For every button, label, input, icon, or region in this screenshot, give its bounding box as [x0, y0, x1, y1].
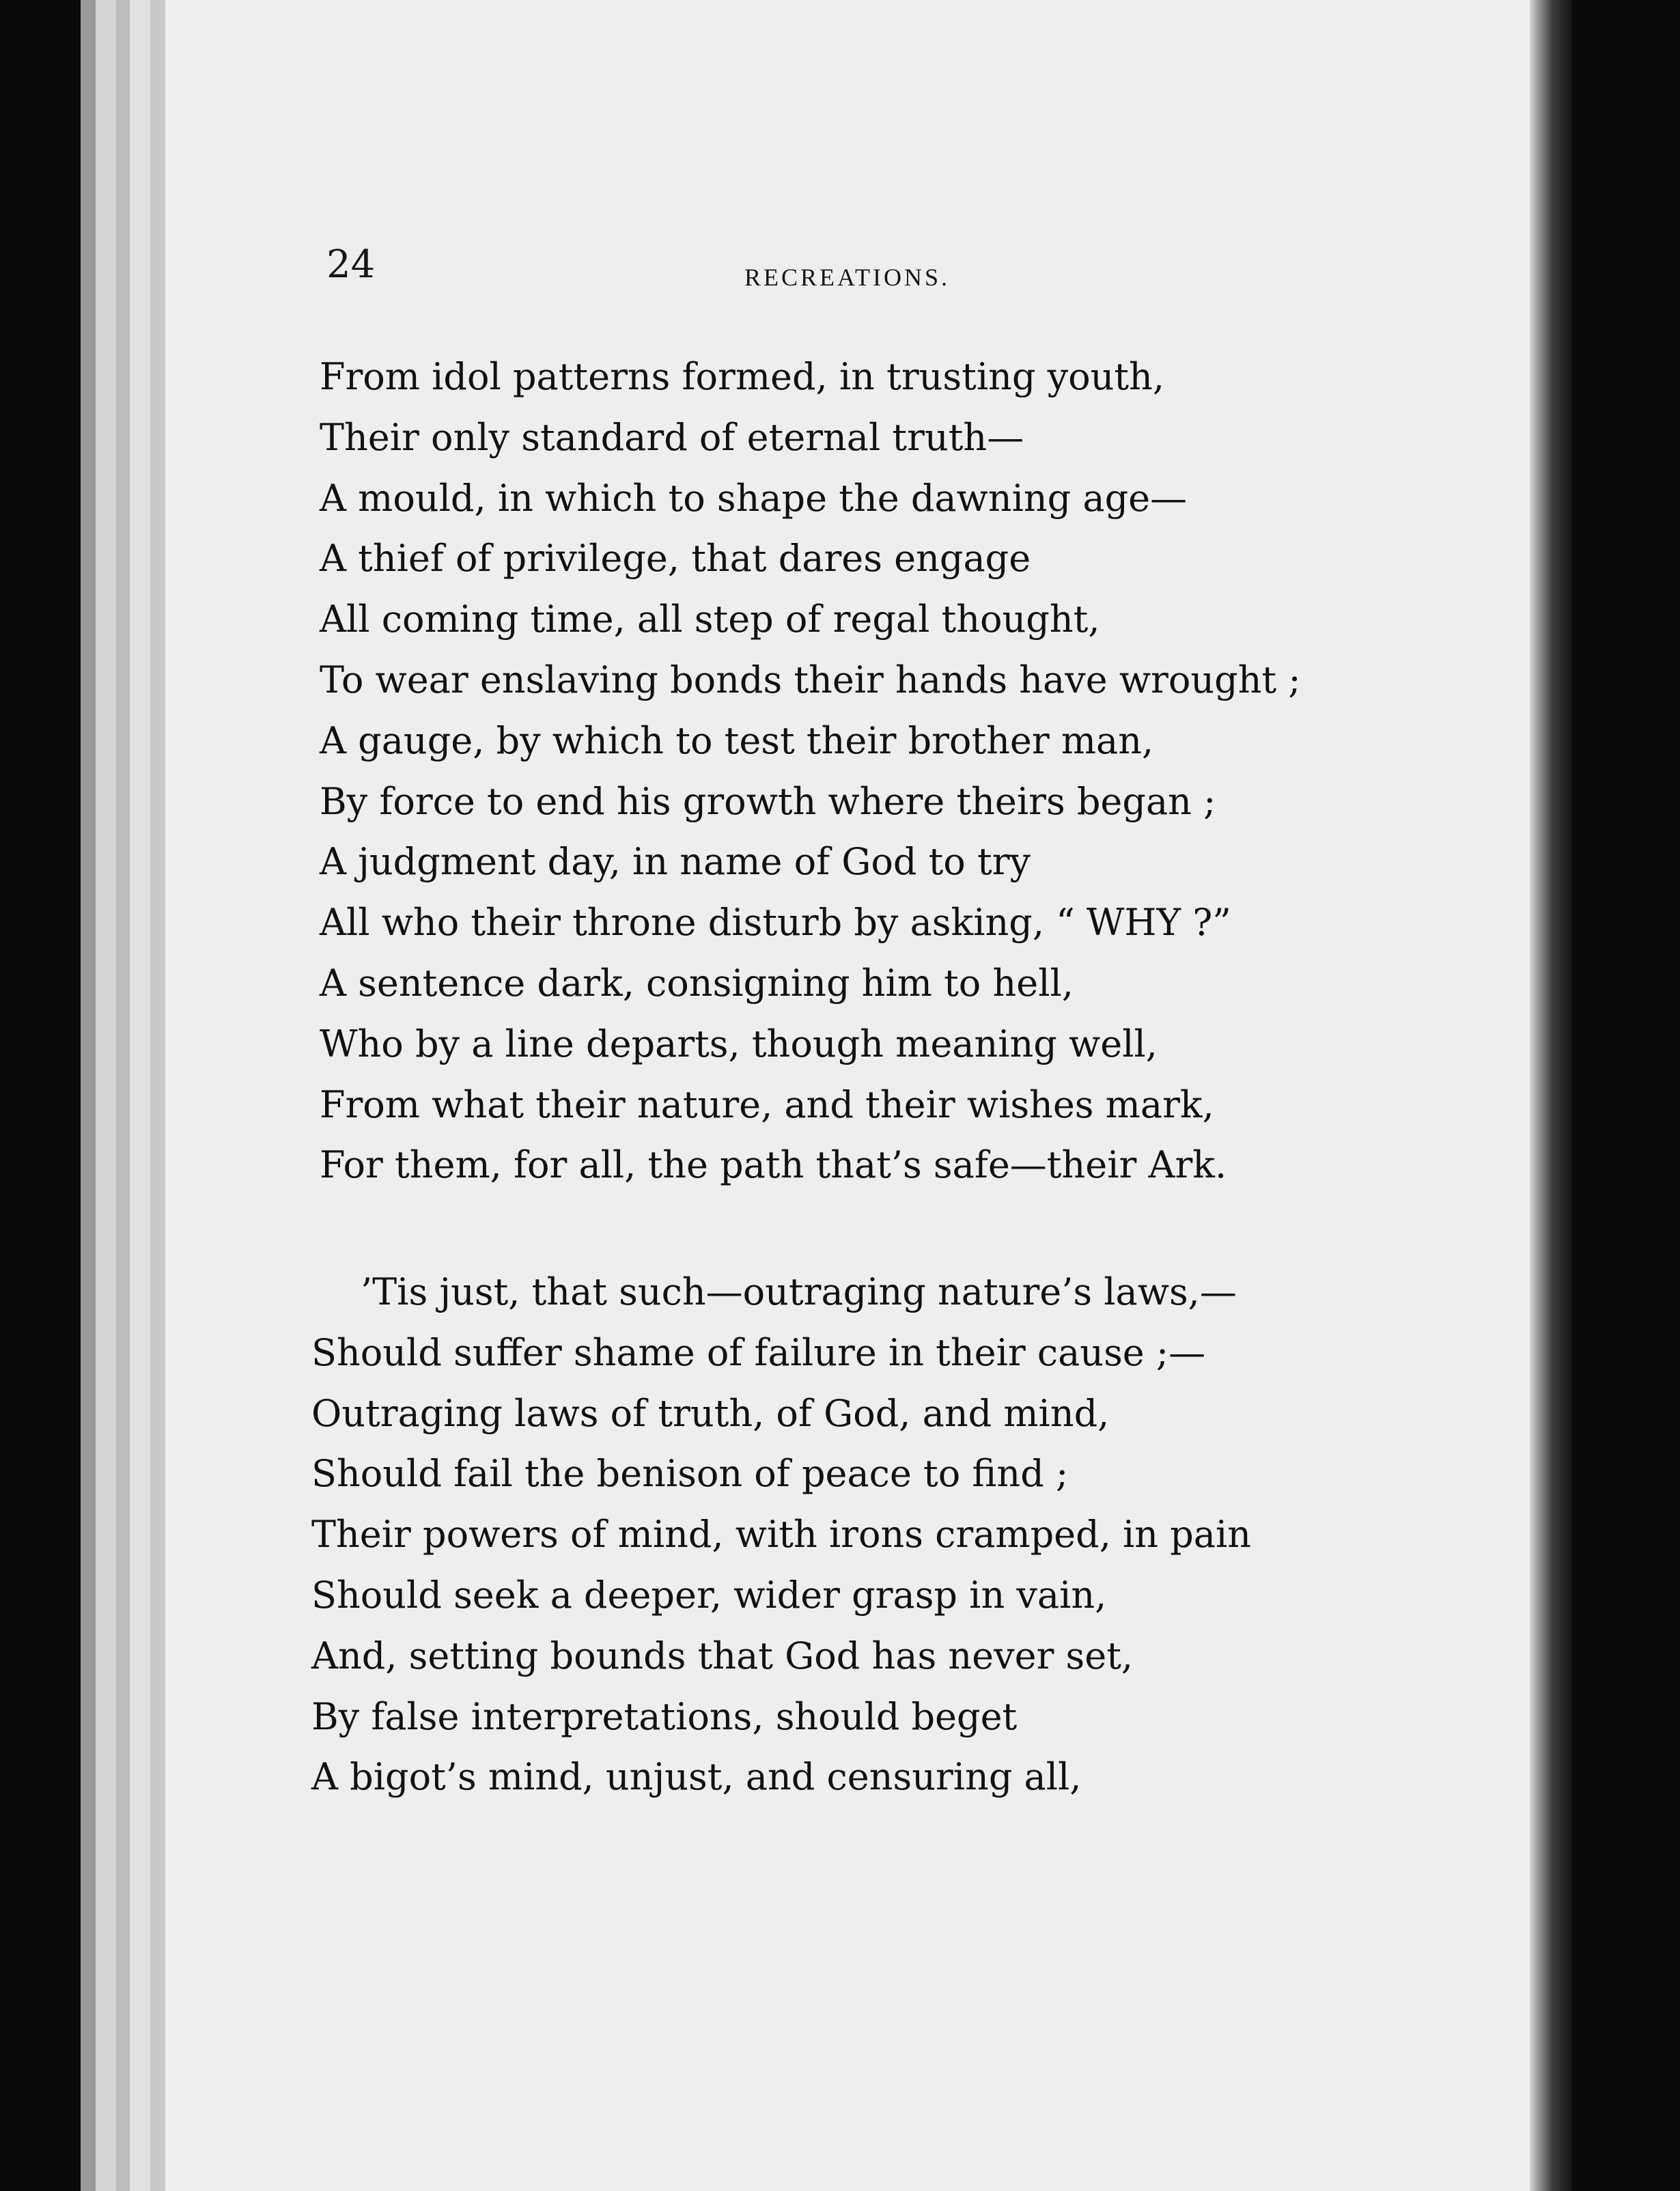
poem-line: And, setting bounds that God has never set,: [311, 1634, 1134, 1677]
poem-line: Their only standard of eternal truth—: [320, 415, 1024, 459]
page-edge: [130, 0, 150, 2191]
poem-line: All coming time, all step of regal thought,: [320, 598, 1100, 641]
page-edge: [116, 0, 130, 2191]
poem-line: A gauge, by which to test their brother man,: [320, 718, 1154, 762]
poem-stanza-1: [320, 347, 1301, 1196]
poem-line: Should fail the benison of peace to find ;: [311, 1452, 1069, 1496]
page-edge: [81, 0, 96, 2191]
page-edge: [150, 0, 165, 2191]
poem-line: Should seek a deeper, wider grasp in vain,: [311, 1573, 1107, 1617]
poem-line: From idol patterns formed, in trusting youth,: [320, 355, 1165, 398]
poem-line: A judgment day, in name of God to try: [320, 840, 1031, 884]
poem-line: By force to end his growth where theirs began ;: [320, 779, 1216, 823]
poem-line: To wear enslaving bonds their hands have wrought ;: [320, 658, 1301, 701]
poem-line: ’Tis just, that such—outraging nature’s laws,—: [361, 1270, 1237, 1313]
poem-line: Outraging laws of truth, of God, and mind,: [311, 1391, 1110, 1435]
poem-stanza-2: [311, 1262, 1251, 1808]
binding-gutter-shadow: [1530, 0, 1572, 2191]
running-title: RECREATIONS.: [744, 264, 951, 291]
poem-line: A thief of privilege, that dares engage: [320, 537, 1031, 581]
poem-line: From what their nature, and their wishes mark,: [320, 1083, 1214, 1126]
poem-line: Who by a line departs, though meaning well,: [320, 1022, 1158, 1065]
page-edge: [96, 0, 116, 2191]
page-number: 24: [326, 242, 376, 287]
poem-line: By false interpretations, should beget: [311, 1694, 1018, 1738]
poem-line: Should suffer shame of failure in their cause ;—: [311, 1330, 1206, 1374]
poem-line: For them, for all, the path that’s safe—their Ark.: [320, 1143, 1227, 1187]
poem-line: Their powers of mind, with irons cramped, in pain: [311, 1513, 1252, 1557]
poem-line: A sentence dark, consigning him to hell,: [320, 961, 1074, 1005]
poem-line: All who their throne disturb by asking, “ WHY ?”: [320, 901, 1231, 945]
poem-line: A mould, in which to shape the dawning age—: [320, 476, 1188, 520]
poem-line: A bigot’s mind, unjust, and censuring all,: [311, 1755, 1082, 1799]
